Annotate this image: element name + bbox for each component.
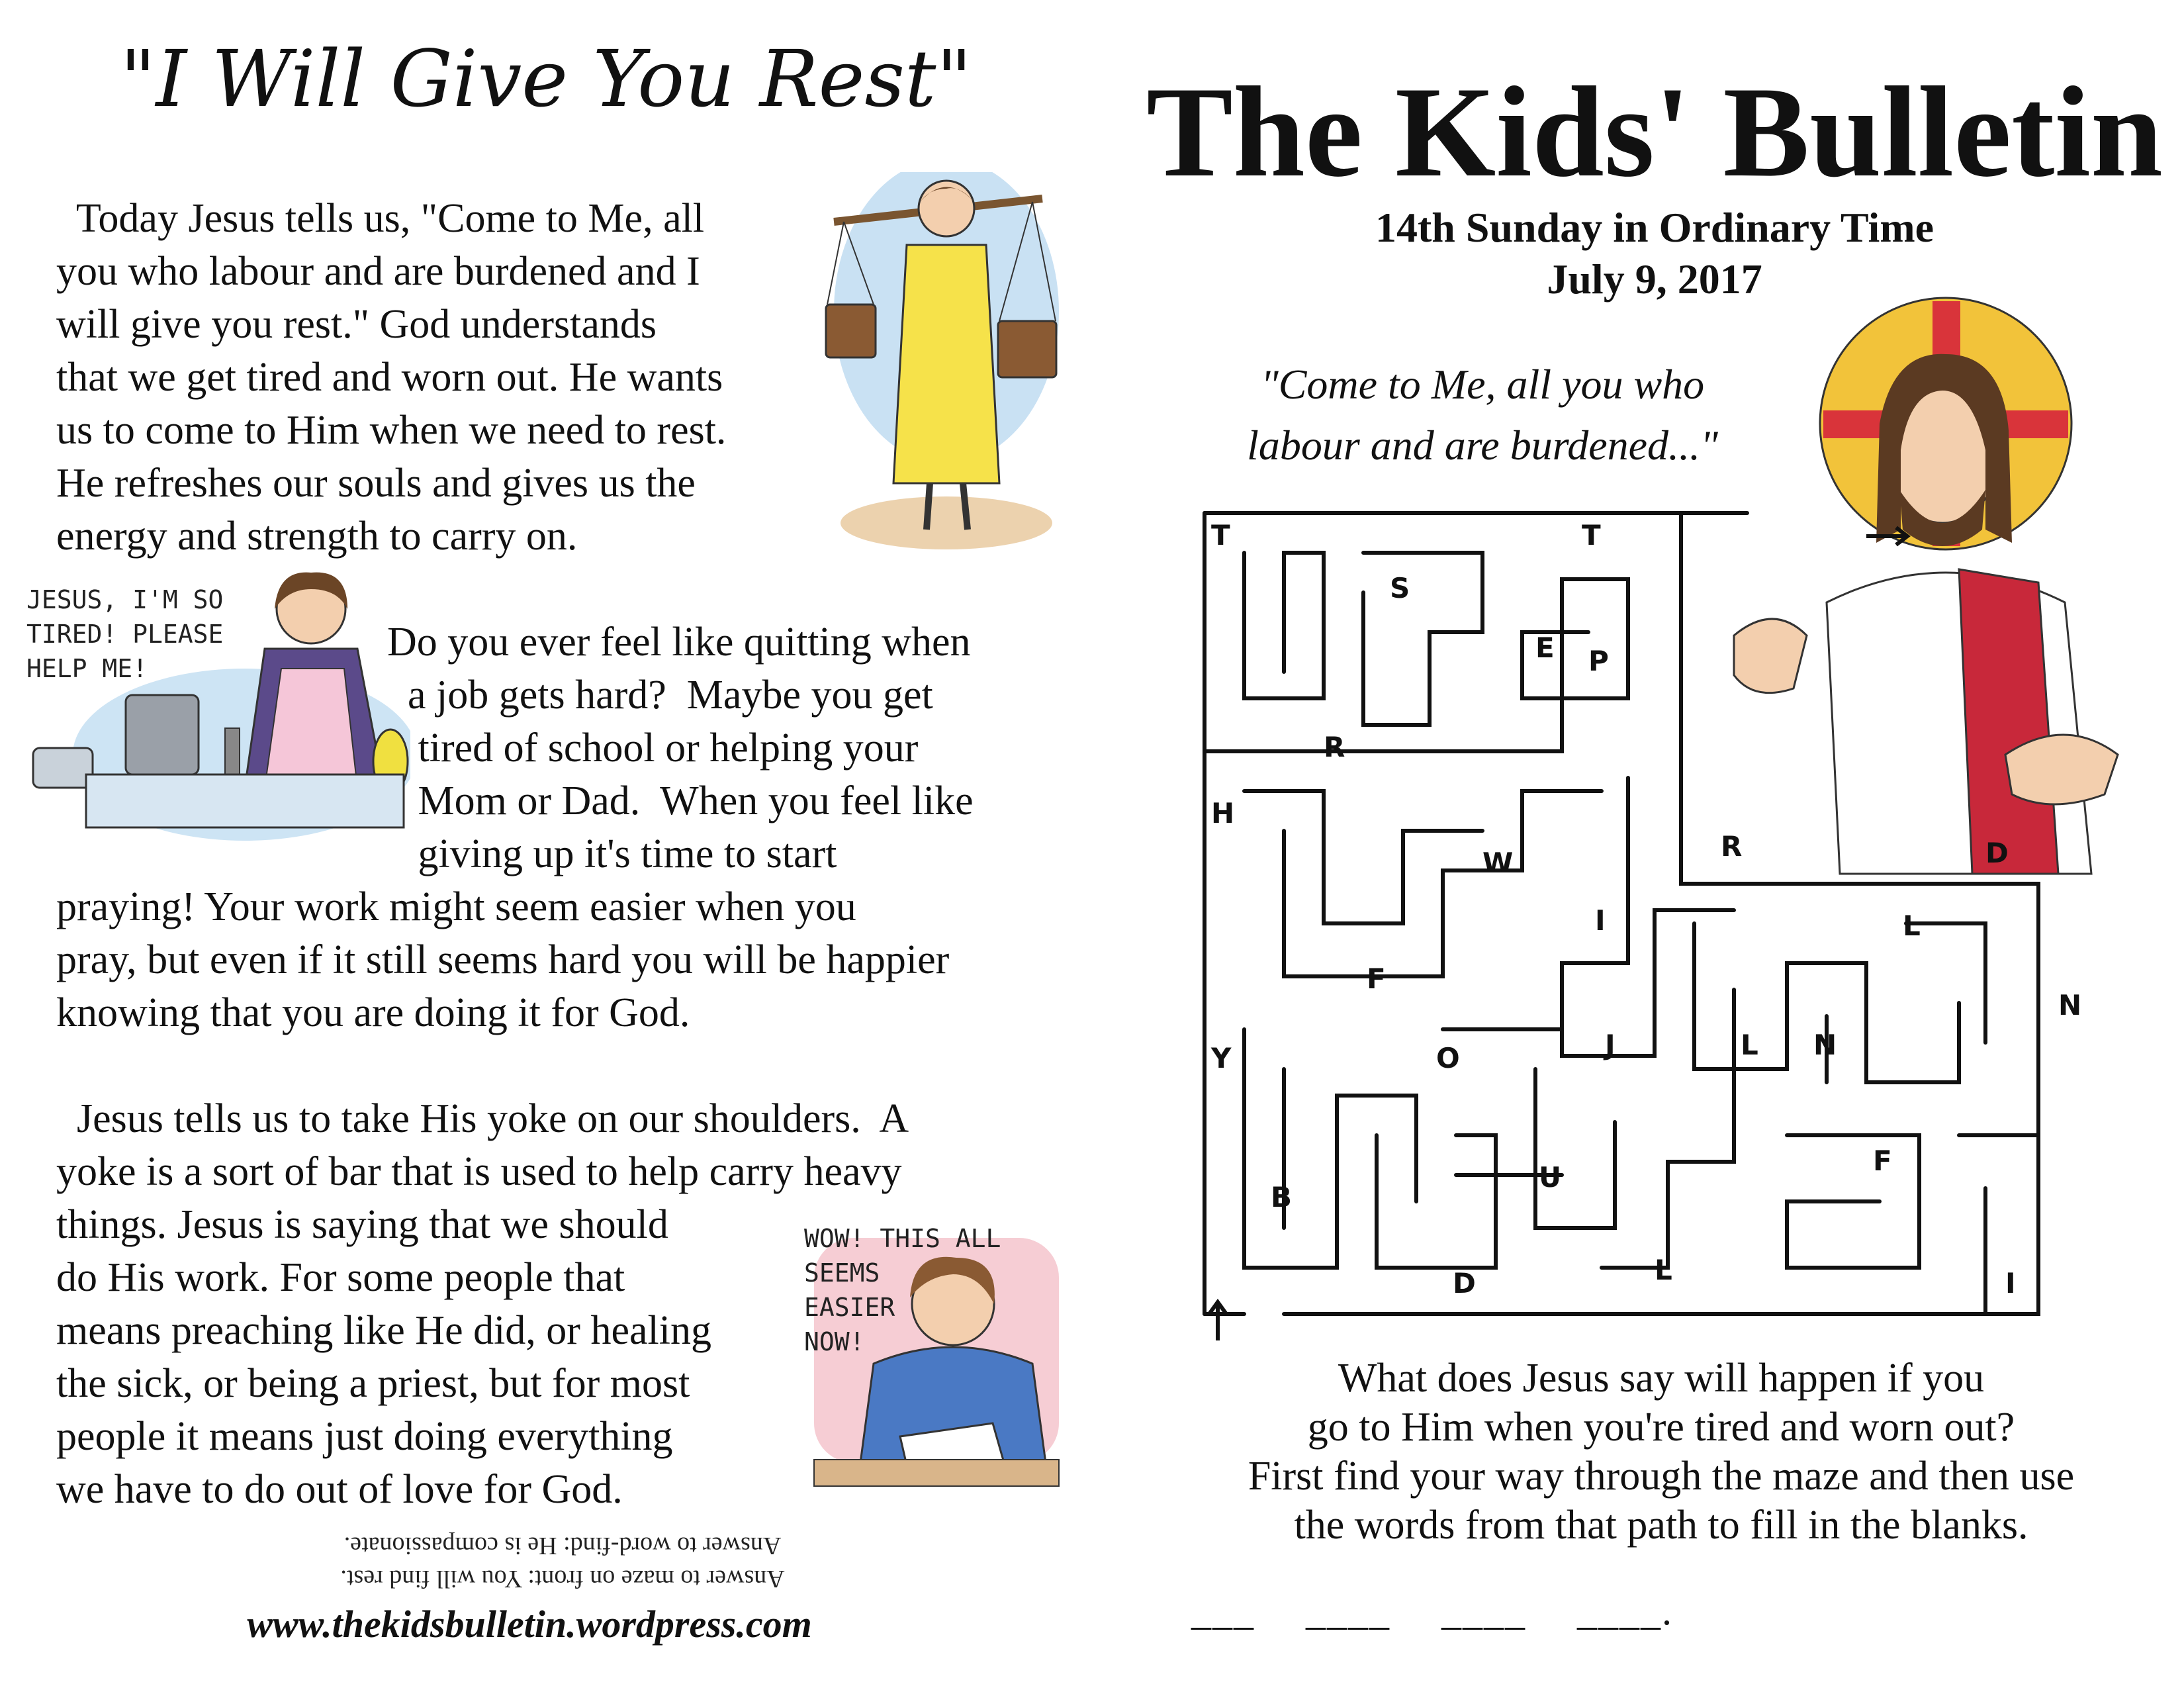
speech-line: NOW! xyxy=(804,1327,865,1356)
speech-line: SEEMS xyxy=(804,1258,880,1288)
paragraph-quitting-indented xyxy=(387,616,974,880)
maze-instructions xyxy=(1185,1354,2138,1550)
maze-letter: T xyxy=(1211,519,1230,551)
answer-blank-2[interactable]: ____ xyxy=(1306,1589,1390,1633)
maze-letter: W xyxy=(1482,847,1514,879)
text-line: He refreshes our souls and gives us the xyxy=(56,461,696,506)
text-line: that we get tired and worn out. He wants xyxy=(56,355,723,400)
maze-letter: R xyxy=(1324,731,1345,763)
bulletin-subtitle xyxy=(1152,202,2158,305)
maze-letter: E xyxy=(1535,632,1555,664)
text-line: Today Jesus tells us, "Come to Me, all xyxy=(56,196,705,241)
text-line: energy and strength to carry on. xyxy=(56,514,578,559)
answer-blanks[interactable] xyxy=(1191,1589,2131,1634)
text-line: yoke is a sort of bar that is used to help carry heavy xyxy=(56,1149,902,1194)
website-url: www.thekidsbulletin.wordpress.com xyxy=(247,1603,812,1646)
instruction-line: What does Jesus say will happen if you xyxy=(1338,1356,1985,1401)
paragraph-quitting-continued xyxy=(56,880,949,1039)
text-line: do His work. For some people that xyxy=(56,1255,625,1300)
text-line: we have to do out of love for God. xyxy=(56,1467,623,1512)
answer-line: Answer to word-find: He is compassionate. xyxy=(343,1532,782,1560)
bulletin-title: The Kids' Bulletin xyxy=(1146,60,2163,204)
speech-line: WOW! THIS ALL xyxy=(804,1224,1001,1253)
paragraph-rest xyxy=(56,192,726,563)
answer-line: Answer to maze on front: You will find rest. xyxy=(340,1565,785,1593)
text-line: a job gets hard? Maybe you get xyxy=(387,673,933,718)
text-line: the sick, or being a priest, but for most xyxy=(56,1361,690,1406)
text-line: you who labour and are burdened and I xyxy=(56,249,700,294)
answer-blank-1[interactable]: ___ xyxy=(1191,1589,1255,1633)
text-line: tired of school or helping your xyxy=(387,726,919,771)
text-line: us to come to Him when we need to rest. xyxy=(56,408,727,453)
maze-letter: L xyxy=(1903,910,1921,942)
maze-letter: L xyxy=(1655,1254,1672,1286)
maze-letter: H xyxy=(1211,797,1235,829)
text-line: Jesus tells us to take His yoke on our shoulders. A xyxy=(56,1096,909,1141)
maze-letter: F xyxy=(1367,962,1386,995)
maze-letter: R xyxy=(1721,830,1743,863)
maze-letter: I xyxy=(1595,904,1606,937)
maze-letter: T xyxy=(1582,519,1601,551)
left-page-title: "I Will Give You Rest" xyxy=(120,33,972,124)
text-line: means preaching like He did, or healing xyxy=(56,1308,711,1353)
text-line: things. Jesus is saying that we should xyxy=(56,1202,668,1247)
text-line: people it means just doing everything xyxy=(56,1414,673,1459)
maze-puzzle[interactable] xyxy=(1191,500,2118,1354)
speech-line: EASIER xyxy=(804,1293,895,1322)
maze-letter: P xyxy=(1588,645,1609,677)
homework-boy-illustration xyxy=(801,1198,1066,1489)
maze-letter: D xyxy=(1453,1267,1476,1299)
text-line: Mom or Dad. When you feel like xyxy=(387,778,974,823)
dishwashing-girl-illustration xyxy=(26,569,410,847)
maze-letter: N xyxy=(1813,1029,1837,1061)
maze-letter: U xyxy=(1539,1161,1562,1194)
text-line: knowing that you are doing it for God. xyxy=(56,990,690,1035)
subtitle-date: July 9, 2017 xyxy=(1547,256,1762,303)
speech-line: JESUS, I'M SO xyxy=(26,585,224,614)
maze-letter: L xyxy=(1741,1029,1758,1061)
yoke-boy-illustration xyxy=(821,172,1059,549)
speech-line: TIRED! PLEASE xyxy=(26,620,224,649)
instruction-line: go to Him when you're tired and worn out? xyxy=(1307,1405,2015,1450)
maze-letter: D xyxy=(1985,837,2009,869)
paragraph-yoke xyxy=(56,1092,909,1516)
maze-letter: B xyxy=(1271,1181,1293,1213)
text-line: Do you ever feel like quitting when xyxy=(387,620,971,665)
text-line: will give you rest." God understands xyxy=(56,302,657,347)
maze-letter: Y xyxy=(1211,1042,1232,1074)
maze-letter: S xyxy=(1390,572,1410,604)
maze-letter: O xyxy=(1436,1042,1460,1074)
answer-blank-3[interactable]: ____ xyxy=(1441,1589,1526,1633)
quote-line: labour and are burdened..." xyxy=(1247,422,1718,469)
answer-blank-4[interactable]: ____. xyxy=(1577,1589,1673,1633)
instruction-line: First find your way through the maze and then use xyxy=(1248,1454,2075,1499)
subtitle-sunday: 14th Sunday in Ordinary Time xyxy=(1375,204,1934,251)
quote-line: "Come to Me, all you who xyxy=(1260,361,1705,408)
jesus-quote xyxy=(1224,354,1741,476)
upside-down-answers xyxy=(298,1529,827,1595)
maze-letter: F xyxy=(1873,1145,1892,1177)
instruction-line: the words from that path to fill in the blanks. xyxy=(1294,1503,2028,1548)
speech-line: HELP ME! xyxy=(26,654,148,683)
maze-letter: J xyxy=(1605,1029,1615,1061)
text-line: pray, but even if it still seems hard you will be happier xyxy=(56,937,950,982)
maze-svg[interactable] xyxy=(1191,500,2118,1354)
text-line: praying! Your work might seem easier when you xyxy=(56,884,856,929)
text-line: giving up it's time to start xyxy=(387,831,837,876)
maze-letter: I xyxy=(2005,1267,2016,1299)
maze-letter: N xyxy=(2058,989,2082,1021)
